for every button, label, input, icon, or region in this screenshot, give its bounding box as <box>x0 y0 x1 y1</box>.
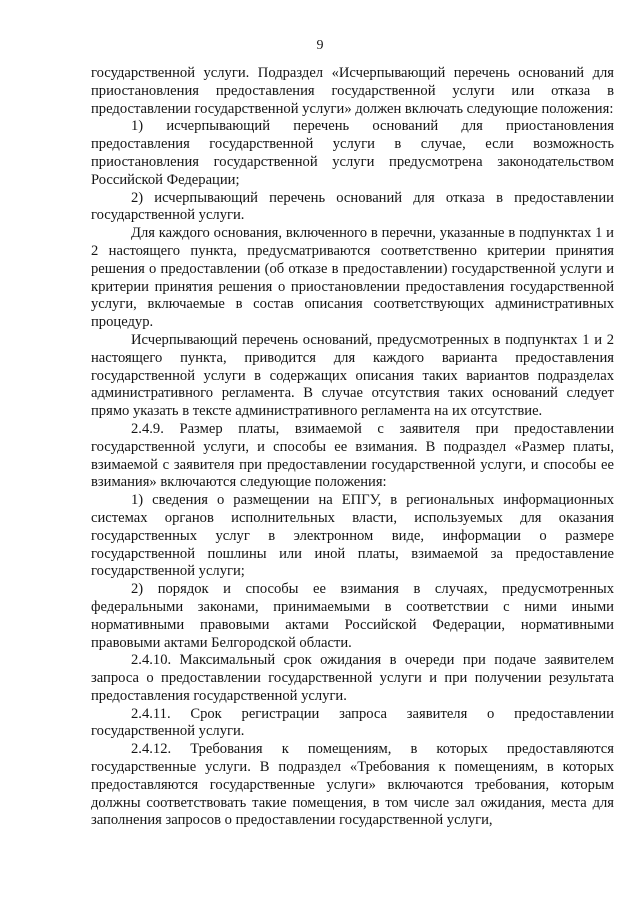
document-body <box>91 65 614 830</box>
paragraph: Для каждого основания, включенного в перечни, указанные в подпунктах 1 и 2 настоящего пункта, предусматриваются соответственно критерии принятия решения о предоставлении (об отказе в предоставлении) государственной услуги и критерии принятия решения о приостановлении предоставления государственной услуги, включаемые в состав описания соответствующих административных процедур. <box>91 225 614 331</box>
paragraph: 2) порядок и способы ее взимания в случаях, предусмотренных федеральными законами, принимаемыми в соответствии с ними иными нормативными правовыми актами Российской Федерации, нормативными правовыми актами Белгородской области. <box>91 581 614 651</box>
paragraph: Исчерпывающий перечень оснований, предусмотренных в подпунктах 1 и 2 настоящего пункта, приводится для каждого варианта предоставления государственной услуги в содержащих описания таких вариантов подразделах административного регламента. В случае отсутствия таких оснований следует прямо указать в тексте административного регламента на их отсутствие. <box>91 331 614 420</box>
paragraph: 2.4.10. Максимальный срок ожидания в очереди при подаче заявителем запроса о предоставлении государственной услуги и при получении результата предоставления государственной услуги. <box>91 652 614 704</box>
paragraph: 1) сведения о размещении на ЕПГУ, в региональных информационных системах органов исполнительных власти, используемых для оказания государственных услуг в электронном виде, информации о размере государственной пошлины или иной платы, взимаемой за предоставление государственной услуги; <box>91 492 614 580</box>
page-number: 9 <box>316 38 324 53</box>
paragraph: 2.4.11. Срок регистрации запроса заявителя о предоставлении государственной услуги. <box>91 705 614 740</box>
paragraph: 2) исчерпывающий перечень оснований для отказа в предоставлении государственной услуги. <box>91 189 614 224</box>
paragraph: государственной услуги. Подраздел «Исчерпывающий перечень оснований для приостановления предоставления государственной услуги или отказа в предоставлении государственной услуги» должен включать следующие положения: <box>91 65 614 117</box>
paragraph: 2.4.12. Требования к помещениям, в которых предоставляются государственные услуги. В подраздел «Требования к помещениям, в которых предоставляются государственные услуги» включаются требования, которым должны соответствовать такие помещения, в том числе зал ожидания, места для заполнения запросов о предоставлении государственной услуги, <box>91 741 614 829</box>
paragraph: 2.4.9. Размер платы, взимаемой с заявителя при предоставлении государственной услуги, и способы ее взимания. В подраздел «Размер платы, взимаемой с заявителя при предоставлении государственной услуги, и способы ее взимания» включаются следующие положения: <box>91 420 614 491</box>
paragraph: 1) исчерпывающий перечень оснований для приостановления предоставления государственной услуги в случае, если возможность приостановления государственной услуги предусмотрена законодательством Российской Федерации; <box>91 118 614 188</box>
